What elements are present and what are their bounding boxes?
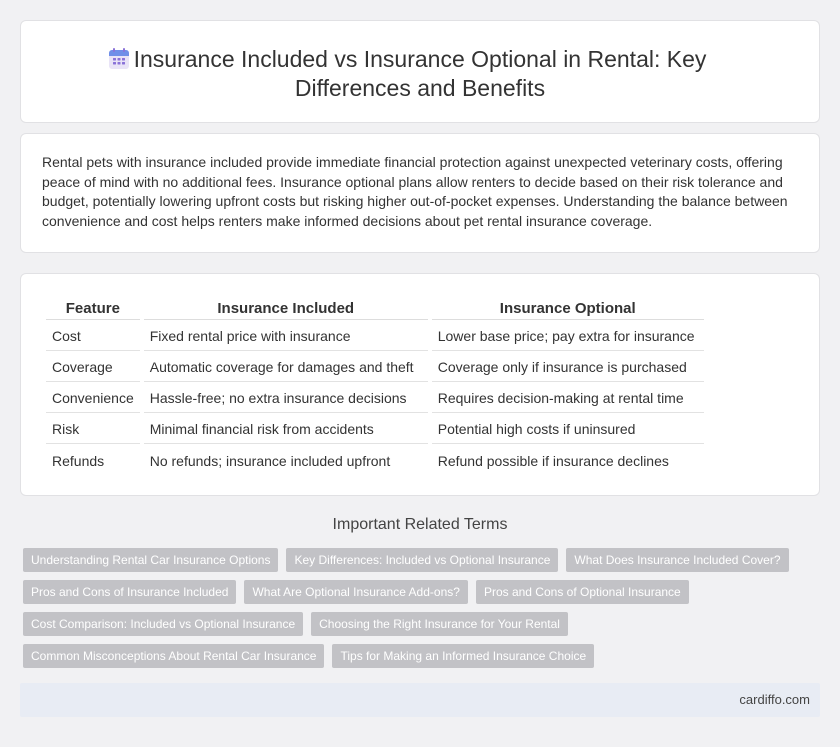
table-row: [46, 353, 704, 382]
related-term-tag[interactable]: Choosing the Right Insurance for Your Rental: [311, 612, 568, 636]
header-feature: Feature: [46, 298, 140, 320]
cell-included: Hassle-free; no extra insurance decisions: [144, 384, 428, 413]
related-terms-list: [23, 548, 803, 668]
related-term-tag[interactable]: Cost Comparison: Included vs Optional Insurance: [23, 612, 303, 636]
cell-feature: Risk: [46, 415, 140, 444]
header-insurance-optional: Insurance Optional: [432, 298, 704, 320]
summary-card: [20, 133, 820, 253]
comparison-table-card: [20, 273, 820, 496]
table-row: [46, 415, 704, 444]
table-row: [46, 446, 704, 475]
page-title-line: Insurance Included vs Insurance Optional in Rental: Key Differences and Benefits: [133, 46, 707, 101]
related-term-tag[interactable]: Pros and Cons of Optional Insurance: [476, 580, 689, 604]
cell-feature: Refunds: [52, 452, 105, 469]
related-term-tag[interactable]: Key Differences: Included vs Optional Insurance: [286, 548, 558, 572]
related-term-tag[interactable]: Common Misconceptions About Rental Car Insurance: [23, 644, 324, 668]
cell-feature: Convenience: [46, 384, 140, 413]
title-card: [20, 20, 820, 123]
cell-optional: Lower base price; pay extra for insurance: [432, 322, 704, 351]
related-term-tag[interactable]: What Are Optional Insurance Add-ons?: [244, 580, 467, 604]
cell-optional: Requires decision-making at rental time: [432, 384, 704, 413]
summary-text: Rental pets with insurance included provide immediate financial protection against unexpected veterinary costs, offering peace of mind with no additional fees. Insurance optional plans allow renters to decide based on their risk tolerance and budget, potentially lowering upfront costs but risking higher out-of-pocket expenses. Understanding the balance between convenience and cost helps renters make informed decisions about pet rental insurance coverage.: [42, 154, 788, 229]
cell-optional: Potential high costs if uninsured: [432, 415, 704, 444]
comparison-table: [42, 296, 708, 477]
table-row: [46, 322, 704, 351]
related-term-tag[interactable]: Pros and Cons of Insurance Included: [23, 580, 236, 604]
header-insurance-included: Insurance Included: [144, 298, 428, 320]
cell-included: Minimal financial risk from accidents: [144, 415, 428, 444]
cell-included: No refunds; insurance included upfront: [149, 452, 391, 469]
cell-feature: Cost: [46, 322, 140, 351]
cell-feature: Coverage: [46, 353, 140, 382]
cell-included: Automatic coverage for damages and theft: [144, 353, 428, 382]
cell-optional: Refund possible if insurance declines: [437, 452, 669, 469]
footer-site-link[interactable]: cardiffo.com: [739, 692, 810, 707]
related-term-tag[interactable]: What Does Insurance Included Cover?: [566, 548, 788, 572]
page-title: [21, 45, 819, 103]
cell-optional: Coverage only if insurance is purchased: [432, 353, 704, 382]
related-term-tag[interactable]: Tips for Making an Informed Insurance Choice: [332, 644, 594, 668]
related-term-tag[interactable]: Understanding Rental Car Insurance Options: [23, 548, 278, 572]
cell-included: Fixed rental price with insurance: [144, 322, 428, 351]
related-terms-heading: Important Related Terms: [332, 516, 508, 533]
footer: [20, 683, 820, 717]
table-row: [46, 384, 704, 413]
table-header-row: [46, 298, 704, 320]
